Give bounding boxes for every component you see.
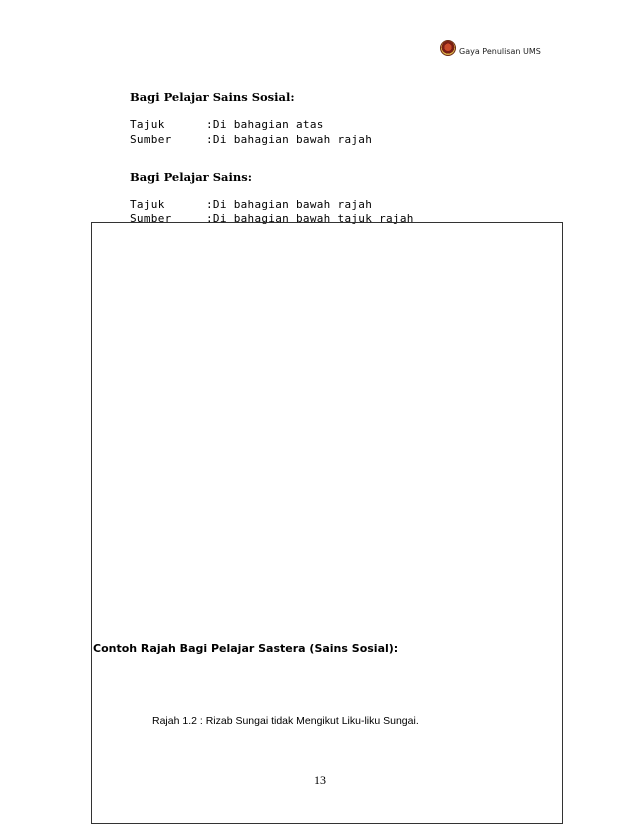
page-header <box>440 40 541 56</box>
social-science-row-tajuk <box>130 118 324 131</box>
row-value: :Di bahagian bawah rajah <box>206 133 373 146</box>
science-row-tajuk <box>130 198 372 211</box>
row-label: Sumber <box>130 212 172 225</box>
row-value: :Di bahagian atas <box>206 118 324 131</box>
social-science-title: Bagi Pelajar Sains Sosial: <box>130 90 295 104</box>
row-value: :Di bahagian bawah tajuk rajah <box>206 212 414 225</box>
row-label: Tajuk <box>130 118 165 131</box>
page-number: 13 <box>314 773 326 787</box>
row-label: Tajuk <box>130 198 165 211</box>
social-science-row-sumber <box>130 133 372 146</box>
figure-caption: Rajah 1.2 : Rizab Sungai tidak Mengikut Liku-liku Sungai. <box>152 715 419 727</box>
example-title: Contoh Rajah Bagi Pelajar Sastera (Sains Sosial): <box>93 642 399 655</box>
row-value: :Di bahagian bawah rajah <box>206 198 373 211</box>
ums-crest-icon <box>440 40 456 56</box>
row-label: Sumber <box>130 133 172 146</box>
science-title: Bagi Pelajar Sains: <box>130 170 252 184</box>
header-text: Gaya Penulisan UMS <box>459 46 541 56</box>
figure-frame <box>91 222 563 824</box>
